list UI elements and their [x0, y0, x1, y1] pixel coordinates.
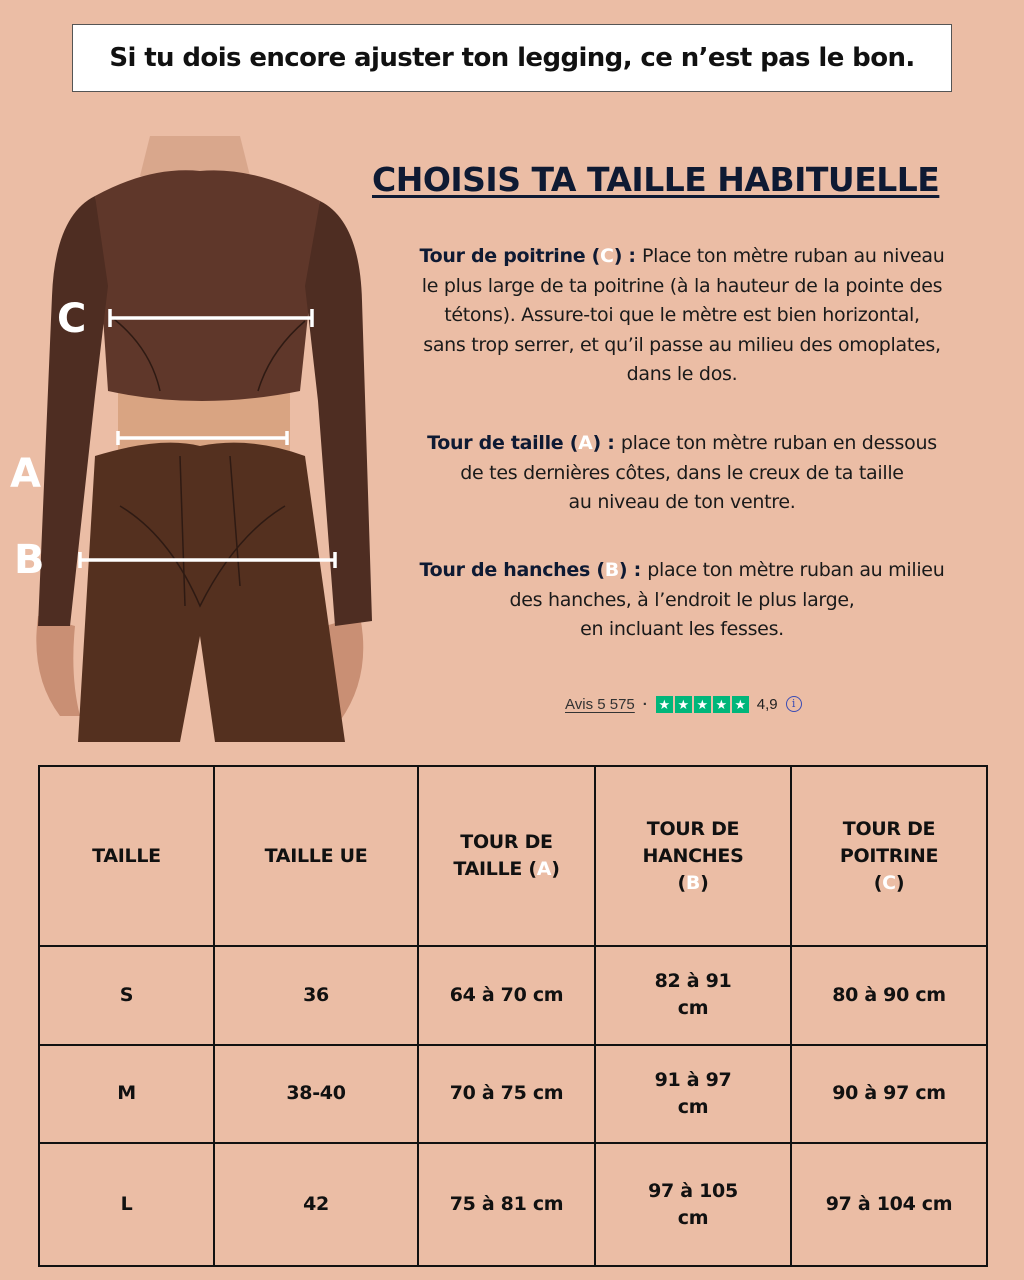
cell-taille-ue: 36 [214, 946, 418, 1045]
info-icon[interactable]: i [786, 696, 802, 712]
table-row [39, 946, 987, 1045]
cell-tour-poitrine: 90 à 97 cm [791, 1045, 987, 1144]
cell-taille-ue: 38-40 [214, 1045, 418, 1144]
star-icon: ★ [732, 696, 749, 713]
table-row [39, 1143, 987, 1266]
instruction-chest: Tour de poitrine (C) : Place ton mètre ruban au niveau le plus large de ta poitrine (à la hauteur de la pointe des tétons). Assure-toi que le mètre est bien horizontal, sans trop serrer, et qu’il passe au milieu des omoplates, dans le dos. [419, 245, 945, 385]
star-icon: ★ [656, 696, 673, 713]
star-icon: ★ [713, 696, 730, 713]
instruction-hips-letter: B [604, 559, 619, 581]
instruction-waist-label: Tour de taille [427, 432, 564, 454]
cell-tour-taille: 70 à 75 cm [418, 1045, 595, 1144]
cell-tour-taille: 75 à 81 cm [418, 1143, 595, 1266]
cell-tour-hanches: 91 à 97 cm [595, 1045, 791, 1144]
model-figure [0, 136, 380, 742]
header-tour-de-hanches: TOUR DE HANCHES (B) [595, 766, 791, 946]
instruction-waist: Tour de taille (A) : place ton mètre ruban en dessous de tes dernières côtes, dans le creux de ta taille au niveau de ton ventre. [427, 432, 937, 513]
model-illustration [0, 136, 380, 742]
separator-dot: · [642, 695, 648, 713]
instruction-chest-letter: C [600, 245, 614, 267]
rating-value: 4,9 [756, 695, 778, 713]
header-tour-de-taille: TOUR DE TAILLE (A) [418, 766, 595, 946]
headline-banner [72, 24, 952, 92]
cell-taille-ue: 42 [214, 1143, 418, 1266]
star-icon: ★ [675, 696, 692, 713]
header-tour-de-poitrine: TOUR DE POITRINE (C) [791, 766, 987, 946]
cell-tour-taille: 64 à 70 cm [418, 946, 595, 1045]
cell-tour-hanches: 82 à 91 cm [595, 946, 791, 1045]
cell-tour-hanches: 97 à 105 cm [595, 1143, 791, 1266]
size-table [38, 765, 988, 1267]
headline-text: Si tu dois encore ajuster ton legging, ce n’est pas le bon. [109, 43, 915, 73]
instruction-waist-letter: A [578, 432, 593, 454]
marker-b-label: B [14, 537, 45, 583]
cell-taille: L [39, 1143, 214, 1266]
cell-tour-poitrine: 97 à 104 cm [791, 1143, 987, 1266]
cell-tour-poitrine: 80 à 90 cm [791, 946, 987, 1045]
reviews-widget [565, 692, 802, 716]
instruction-chest-label: Tour de poitrine [419, 245, 586, 267]
star-icon: ★ [694, 696, 711, 713]
header-taille-ue: TAILLE UE [214, 766, 418, 946]
marker-a-label: A [10, 451, 41, 497]
page-title: CHOISIS TA TAILLE HABITUELLE [372, 160, 940, 199]
instruction-hips: Tour de hanches (B) : place ton mètre ruban au milieu des hanches, à l’endroit le plus large, en incluant les fesses. [419, 559, 945, 640]
table-header-row [39, 766, 987, 946]
marker-c-label: C [57, 296, 87, 342]
header-taille: TAILLE [39, 766, 214, 946]
reviews-count-link[interactable]: Avis 5 575 [565, 695, 635, 713]
instruction-hips-label: Tour de hanches [419, 559, 591, 581]
star-rating [656, 696, 749, 713]
table-row [39, 1045, 987, 1144]
cell-taille: S [39, 946, 214, 1045]
cell-taille: M [39, 1045, 214, 1144]
